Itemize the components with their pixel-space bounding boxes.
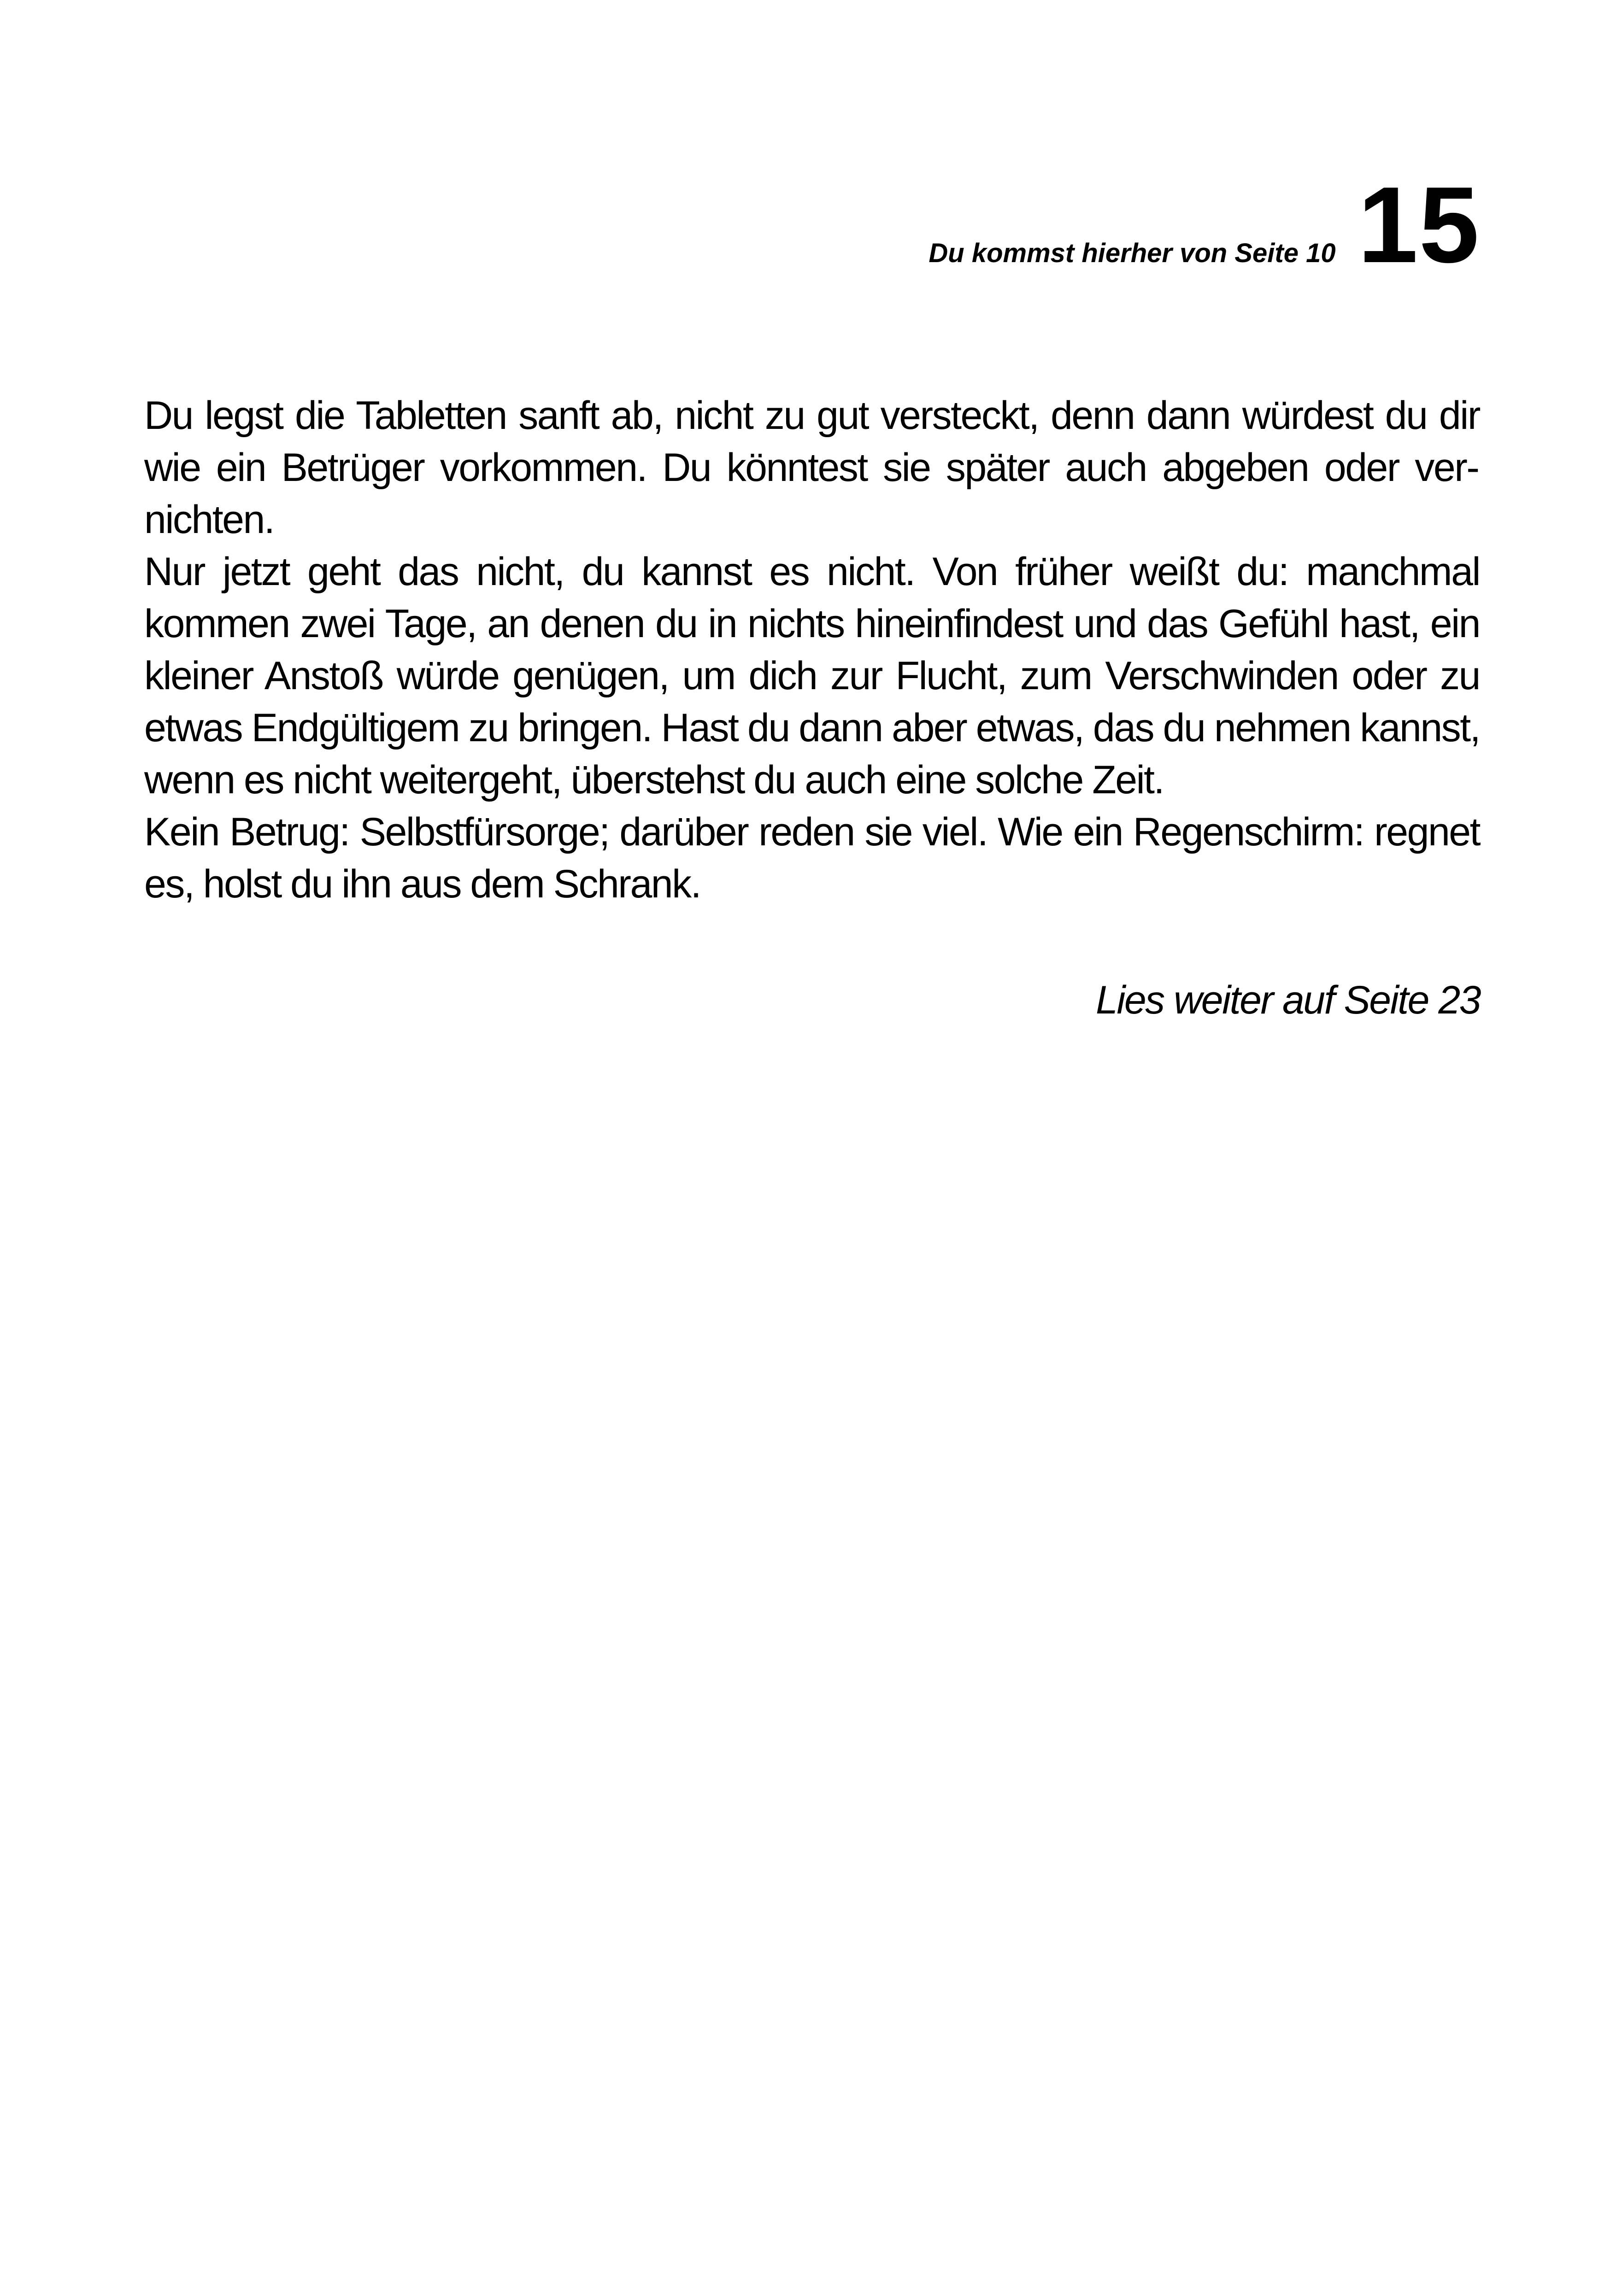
paragraph-3: Kein Betrug: Selbstfürsorge; darüber reden sie viel. Wie ein Regenschirm: regnet es, holst du ihn aus dem Schrank. xyxy=(144,810,1480,906)
continue-reading-reference: Lies weiter auf Seite 23 xyxy=(1096,978,1480,1022)
page-header xyxy=(929,164,1480,285)
page-number: 15 xyxy=(1358,164,1480,285)
paragraph-1: Du legst die Tabletten sanft ab, nicht zu gut versteckt, denn dann würdest du dir wie ein Betrüger vorkommen. Du könntest sie später auch abgeben oder vernichten. xyxy=(144,393,1480,542)
came-from-reference: Du kommst hierher von Seite 10 xyxy=(929,238,1336,268)
paragraph-2: Nur jetzt geht das nicht, du kannst es nicht. Von früher weißt du: manchmal kommen zwei Tage, an denen du in nichts hineinfindest und das Gefühl hast, ein kleiner Anstoß würde genügen, um dich zur Flucht, zum Verschwinden oder zu etwas Endgültigem zu bringen. Hast du dann aber etwas, das du nehmen kannst, wenn es nicht weitergeht, überstehst du auch eine solche Zeit. xyxy=(144,550,1480,802)
story-text xyxy=(144,390,1480,910)
